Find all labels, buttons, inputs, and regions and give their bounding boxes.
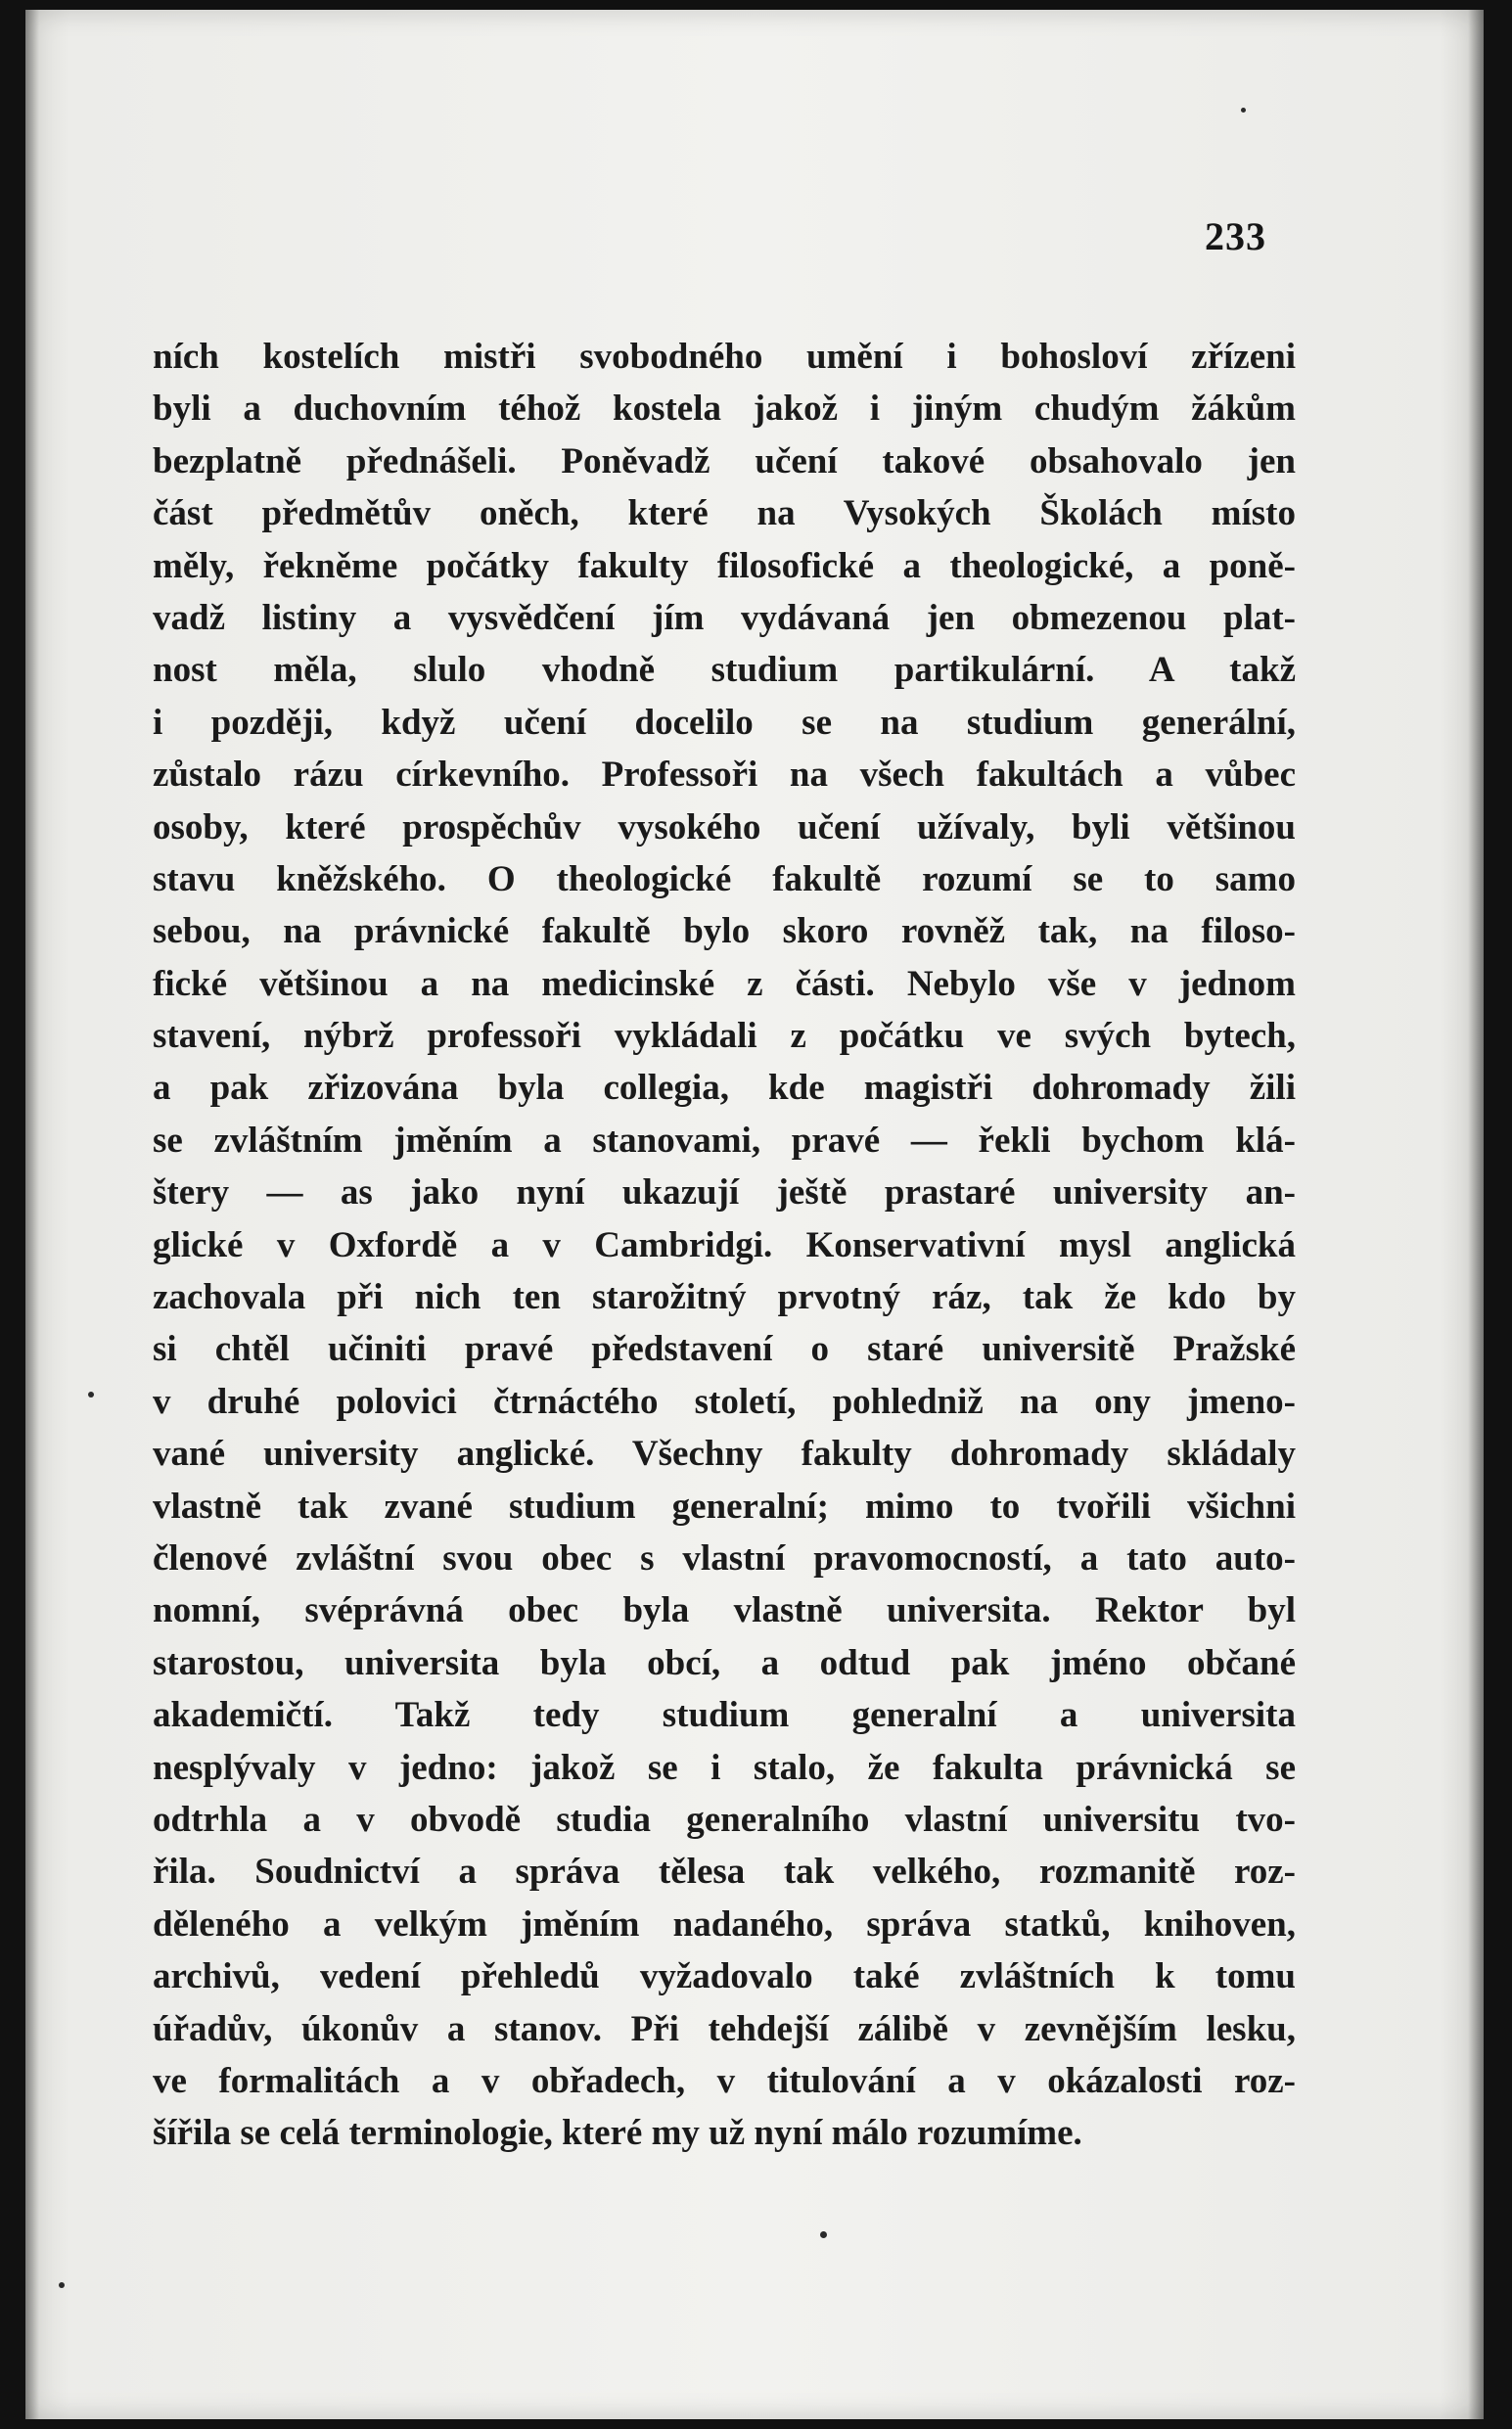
text-line: glické v Oxfordě a v Cambridgi. Konservativní mysl anglická	[153, 1224, 1296, 1265]
text-line: členové zvláštní svou obec s vlastní pravomocností, a tato auto-	[153, 1537, 1296, 1579]
text-line: byli a duchovním téhož kostela jakož i jiným chudým žákům	[153, 389, 1296, 430]
text-line: archivů, vedení přehledů vyžadovalo také zvláštních k tomu	[153, 1956, 1296, 1997]
text-line: nomní, svéprávná obec byla vlastně universita. Rektor byl	[153, 1590, 1296, 1631]
text-line: řila. Soudnictví a správa tělesa tak velkého, rozmanitě roz-	[153, 1852, 1296, 1893]
text-line: a pak zřizována byla collegia, kde magistři dohromady žili	[153, 1068, 1296, 1109]
text-line: měly, řekněme počátky fakulty filosofické a theologické, a poně-	[153, 545, 1296, 586]
body-text	[153, 331, 1296, 2160]
text-line: v druhé polovici čtrnáctého století, pohledniž na ony jmeno-	[153, 1381, 1296, 1422]
text-line: štery — as jako nyní ukazují ještě prastaré university an-	[153, 1172, 1296, 1214]
text-line: stavení, nýbrž professoři vykládali z počátku ve svých bytech,	[153, 1016, 1296, 1057]
text-line: se zvláštním jměním a stanovami, pravé — řekli bychom klá-	[153, 1120, 1296, 1161]
text-line: vadž listiny a vysvědčení jím vydávaná jen obmezenou plat-	[153, 597, 1296, 638]
text-line: odtrhla a v obvodě studia generalního vlastní universitu tvo-	[153, 1799, 1296, 1840]
text-line: starostou, universita byla obcí, a odtud pak jméno občané	[153, 1642, 1296, 1683]
page-edge-shadow-right	[1468, 10, 1484, 2419]
text-line: úřadův, úkonův a stanov. Při tehdejší zálibě v zevnějším lesku,	[153, 2008, 1296, 2049]
page-number: 233	[1205, 214, 1266, 258]
text-line: zachovala při nich ten starožitný prvotný ráz, tak že kdo by	[153, 1277, 1296, 1318]
text-line: nesplývaly v jedno: jakož se i stalo, že fakulta právnická se	[153, 1747, 1296, 1788]
text-line: nost měla, slulo vhodně studium partikulární. A takž	[153, 650, 1296, 691]
text-line: zůstalo rázu církevního. Professoři na všech fakultách a vůbec	[153, 755, 1296, 796]
text-line: šířila se celá terminologie, které my už nyní málo rozumíme.	[153, 2113, 1082, 2154]
book-page	[25, 10, 1484, 2419]
ink-speck	[88, 1392, 94, 1398]
text-line: vané university anglické. Všechny fakulty dohromady skládaly	[153, 1434, 1296, 1475]
text-line: akademičtí. Takž tedy studium generalní a universita	[153, 1695, 1296, 1736]
text-line: fické většinou a na medicinské z části. Nebylo vše v jednom	[153, 963, 1296, 1004]
text-line: si chtěl učiniti pravé představení o staré universitě Pražské	[153, 1329, 1296, 1370]
text-line: část předmětův oněch, které na Vysokých Školách místo	[153, 493, 1296, 534]
text-line: ve formalitách a v obřadech, v titulování a v okázalosti roz-	[153, 2060, 1296, 2101]
text-line: osoby, které prospěchův vysokého učení užívaly, byli většinou	[153, 806, 1296, 848]
text-line: stavu kněžského. O theologické fakultě rozumí se to samo	[153, 858, 1296, 899]
ink-speck	[820, 2231, 827, 2238]
text-line: vlastně tak zvané studium generalní; mimo to tvořili všichni	[153, 1486, 1296, 1527]
text-line: bezplatně přednášeli. Poněvadž učení takové obsahovalo jen	[153, 440, 1296, 481]
text-line: i později, když učení docelilo se na studium generální,	[153, 702, 1296, 743]
ink-speck	[59, 2282, 65, 2288]
text-line: děleného a velkým jměním nadaného, správa statků, knihoven,	[153, 1903, 1296, 1945]
text-line: sebou, na právnické fakultě bylo skoro rovněž tak, na filoso-	[153, 911, 1296, 952]
page-edge-shadow-left	[25, 10, 39, 2419]
text-line: ních kostelích mistři svobodného umění i bohosloví zřízeni	[153, 337, 1296, 377]
ink-speck	[1241, 108, 1246, 113]
